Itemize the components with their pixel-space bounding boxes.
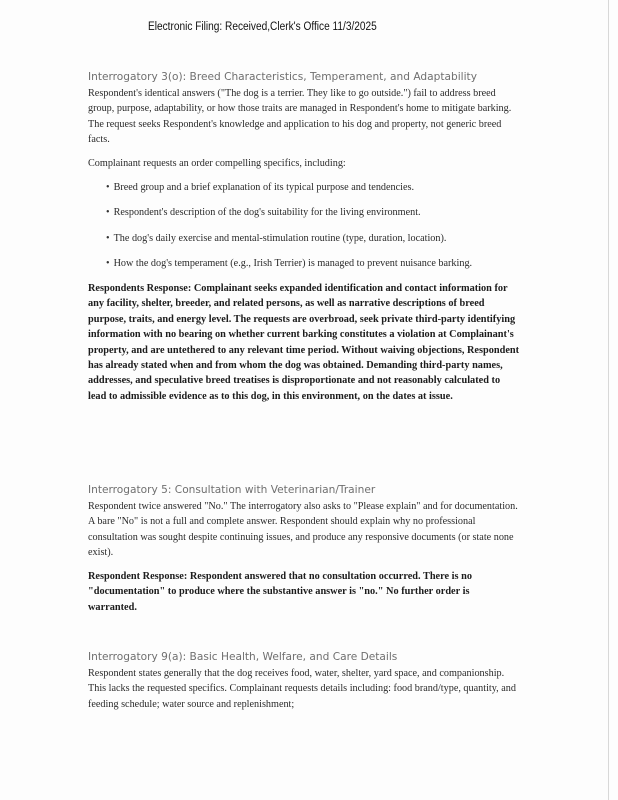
paragraph: Respondent states generally that the dog receives food, water, shelter, yard space, and companionship. This lacks the requested specifics. Complainant requests details including: food brand/type, quantity, and feeding schedule; water source and replenishment; [88, 668, 516, 710]
paragraph: Respondent twice answered "No." The interrogatory also asks to "Please explain" and for documentation. A bare "No" is not a full and complete answer. Respondent should explain why no professional consultation was sought despite continuing issues, and produce any responsive documents (or state none exist). [88, 501, 518, 558]
respondent-response: Respondent Response: Respondent answered that no consultation occurred. There is no "documentation" to produce where the substantive answer is "no." No further order is warranted. [88, 571, 472, 613]
section-heading: Interrogatory 5: Consultation with Veterinarian/Trainer [88, 484, 376, 496]
section-heading: Interrogatory 3(o): Breed Characteristics, Temperament, and Adaptability [88, 71, 477, 83]
filing-stamp: Electronic Filing: Received,Clerk's Office 11/3/2025 [148, 21, 377, 33]
paragraph: Respondent's identical answers ("The dog is a terrier. They like to go outside.") fail to address breed group, purpose, adaptability, or how those traits are managed in Respondent's home to mitigate barking. The request seeks Respondent's knowledge and application to his dog and property, not generic breed facts. [88, 88, 512, 145]
paragraph: Complainant requests an order compelling specifics, including: [88, 158, 346, 170]
section-interrogatory-9a [88, 650, 520, 721]
section-heading: Interrogatory 9(a): Basic Health, Welfare, and Care Details [88, 651, 398, 663]
bullet-list [88, 180, 520, 271]
respondent-response: Respondents Response: Complainant seeks expanded identification and contact information for any facility, shelter, breeder, and related persons, as well as narrative descriptions of breed purpose, traits, and energy level. The requests are overbroad, seek private third-party identifying information with no bearing on whether current barking constitutes a violation at Complainant's property, and are untethered to any relevant time period. Without waiving objections, Respondent has already stated when and from whom the dog was obtained. Demanding third-party names, addresses, and speculative breed treatises is disproportionate and not reasonably calculated to lead to admissible evidence as to this dog, in this environment, on the dates at issue. [88, 283, 520, 402]
section-interrogatory-3o [88, 70, 520, 404]
list-item: • Breed group and a brief explanation of its typical purpose and tendencies. [106, 180, 520, 195]
section-interrogatory-5 [88, 483, 520, 615]
list-item: • The dog's daily exercise and mental-stimulation routine (type, duration, location). [106, 231, 520, 246]
page-edge-line [608, 0, 609, 800]
list-item: • How the dog's temperament (e.g., Irish Terrier) is managed to prevent nuisance barking. [106, 256, 520, 271]
list-item: • Respondent's description of the dog's suitability for the living environment. [106, 205, 520, 220]
